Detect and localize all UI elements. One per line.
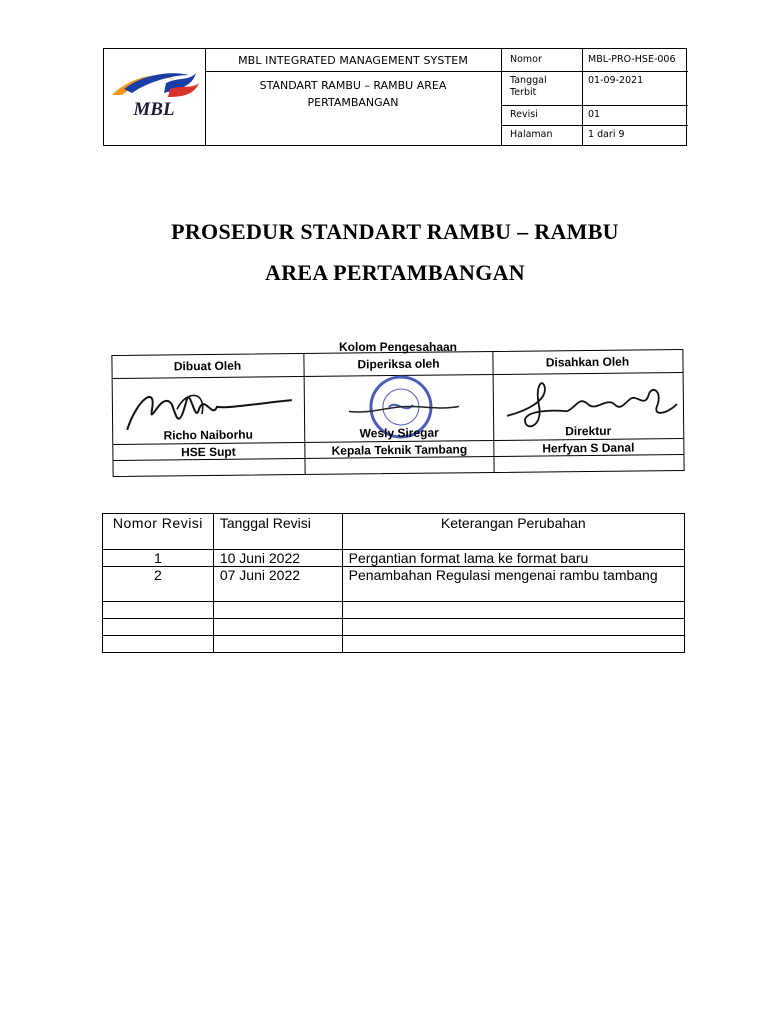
document-header [103, 48, 687, 146]
revision-number: 1 [103, 550, 214, 567]
approval-role-checked: Diperiksa oleh [357, 356, 440, 372]
approval-role-prepared: Dibuat Oleh [173, 358, 242, 374]
mbl-logo [104, 49, 205, 145]
revision-description: Penambahan Regulasi mengenai rambu tambang [342, 567, 684, 602]
page-title [103, 212, 687, 293]
revision-date: 07 Juni 2022 [213, 567, 342, 602]
approval-name-checked: Wesly Siregar [359, 425, 439, 441]
approval-name-approved: Direktur [565, 423, 612, 439]
field-value-revisi: 01 [588, 109, 601, 120]
approval-block [110, 336, 686, 478]
revision-number: 2 [103, 567, 214, 602]
approval-position-prepared: HSE Supt [180, 444, 236, 460]
revision-table-header [103, 514, 685, 550]
document-title: STANDART RAMBU – RAMBU AREA PERTAMBANGAN [259, 79, 447, 109]
table-row [103, 550, 685, 567]
approval-name-prepared: Richo Naiborhu [163, 427, 253, 443]
table-row [103, 636, 685, 653]
field-label-tanggal-terbit: Tanggal Terbit [510, 75, 547, 98]
revision-description [342, 636, 684, 653]
header-change-description: Keterangan Perubahan [342, 514, 684, 550]
system-title: MBL INTEGRATED MANAGEMENT SYSTEM [238, 54, 468, 67]
field-label-revisi: Revisi [510, 109, 538, 120]
revision-description [342, 602, 684, 619]
revision-date [213, 636, 342, 653]
page-title-line-1: PROSEDUR STANDART RAMBU – RAMBU [171, 219, 619, 244]
revision-description [342, 619, 684, 636]
table-row [103, 602, 685, 619]
approval-role-approved: Disahkan Oleh [545, 354, 630, 370]
approval-caption: Kolom Pengesahaan [338, 340, 458, 354]
table-row [103, 567, 685, 602]
revision-number [103, 636, 214, 653]
revision-description: Pergantian format lama ke format baru [342, 550, 684, 567]
revision-date [213, 619, 342, 636]
approval-table [111, 349, 684, 477]
revision-number [103, 602, 214, 619]
table-row [103, 619, 685, 636]
revision-number [103, 619, 214, 636]
header-revision-number: Nomor Revisi [103, 514, 214, 550]
logo-text: MBL [133, 99, 175, 120]
header-revision-date: Tanggal Revisi [213, 514, 342, 550]
field-value-tanggal-terbit: 01-09-2021 [588, 75, 644, 86]
logo-cell [104, 49, 206, 145]
revision-date [213, 602, 342, 619]
revision-table [102, 513, 685, 653]
page-title-line-2: AREA PERTAMBANGAN [265, 260, 525, 285]
revision-date: 10 Juni 2022 [213, 550, 342, 567]
field-label-halaman: Halaman [510, 129, 553, 140]
field-value-nomor: MBL-PRO-HSE-006 [588, 54, 676, 65]
approval-position-approved: Herfyan S Danal [542, 440, 635, 456]
approval-position-checked: Kepala Teknik Tambang [331, 442, 468, 458]
field-value-halaman: 1 dari 9 [588, 129, 625, 140]
field-label-nomor: Nomor [510, 54, 542, 65]
title-cell [205, 49, 502, 145]
